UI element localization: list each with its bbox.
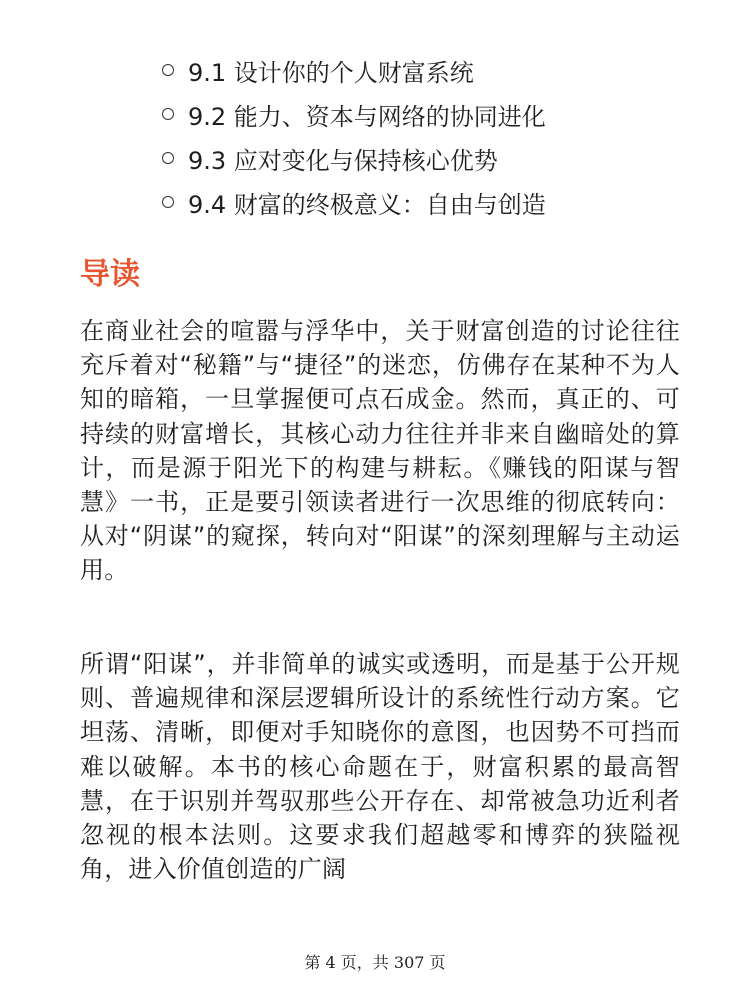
toc-item[interactable] bbox=[162, 180, 546, 224]
hollow-circle-bullet-icon bbox=[162, 64, 174, 76]
toc-item-label: 9.2 能力、资本与网络的协同进化 bbox=[188, 102, 546, 131]
hollow-circle-bullet-icon bbox=[162, 152, 174, 164]
section-heading: 导读 bbox=[80, 257, 140, 292]
toc-item[interactable] bbox=[162, 48, 546, 92]
hollow-circle-bullet-icon bbox=[162, 196, 174, 208]
toc-item-label: 9.1 设计你的个人财富系统 bbox=[188, 58, 474, 87]
table-of-contents bbox=[162, 48, 546, 224]
toc-item[interactable] bbox=[162, 92, 546, 136]
body-paragraph: 所谓“阳谋”，并非简单的诚实或透明，而是基于公开规则、普遍规律和深层逻辑所设计的系统性行动方案。它坦荡、清晰，即便对手知晓你的意图，也因势不可挡而难以破解。本书的核心命题在于，财富积累的最高智慧，在于识别并驾驭那些公开存在、却常被急功近利者忽视的根本法则。这要求我们超越零和博弈的狭隘视角，进入价值创造的广阔 bbox=[80, 650, 680, 884]
toc-item-label: 9.3 应对变化与保持核心优势 bbox=[188, 146, 498, 175]
toc-item-label: 9.4 财富的终极意义：自由与创造 bbox=[188, 190, 546, 219]
body-paragraph: 在商业社会的喧嚣与浮华中，关于财富创造的讨论往往充斥着对“秘籍”与“捷径”的迷恋，仿佛存在某种不为人知的暗箱，一旦掌握便可点石成金。然而，真正的、可持续的财富增长，其核心动力往往并非来自幽暗处的算计，而是源于阳光下的构建与耕耘。《赚钱的阳谋与智慧》一书，正是要引领读者进行一次思维的彻底转向：从对“阴谋”的窥探，转向对“阳谋”的深刻理解与主动运用。 bbox=[80, 317, 680, 585]
page-number-footer: 第 4 页，共 307 页 bbox=[304, 953, 446, 972]
hollow-circle-bullet-icon bbox=[162, 108, 174, 120]
toc-item[interactable] bbox=[162, 136, 546, 180]
